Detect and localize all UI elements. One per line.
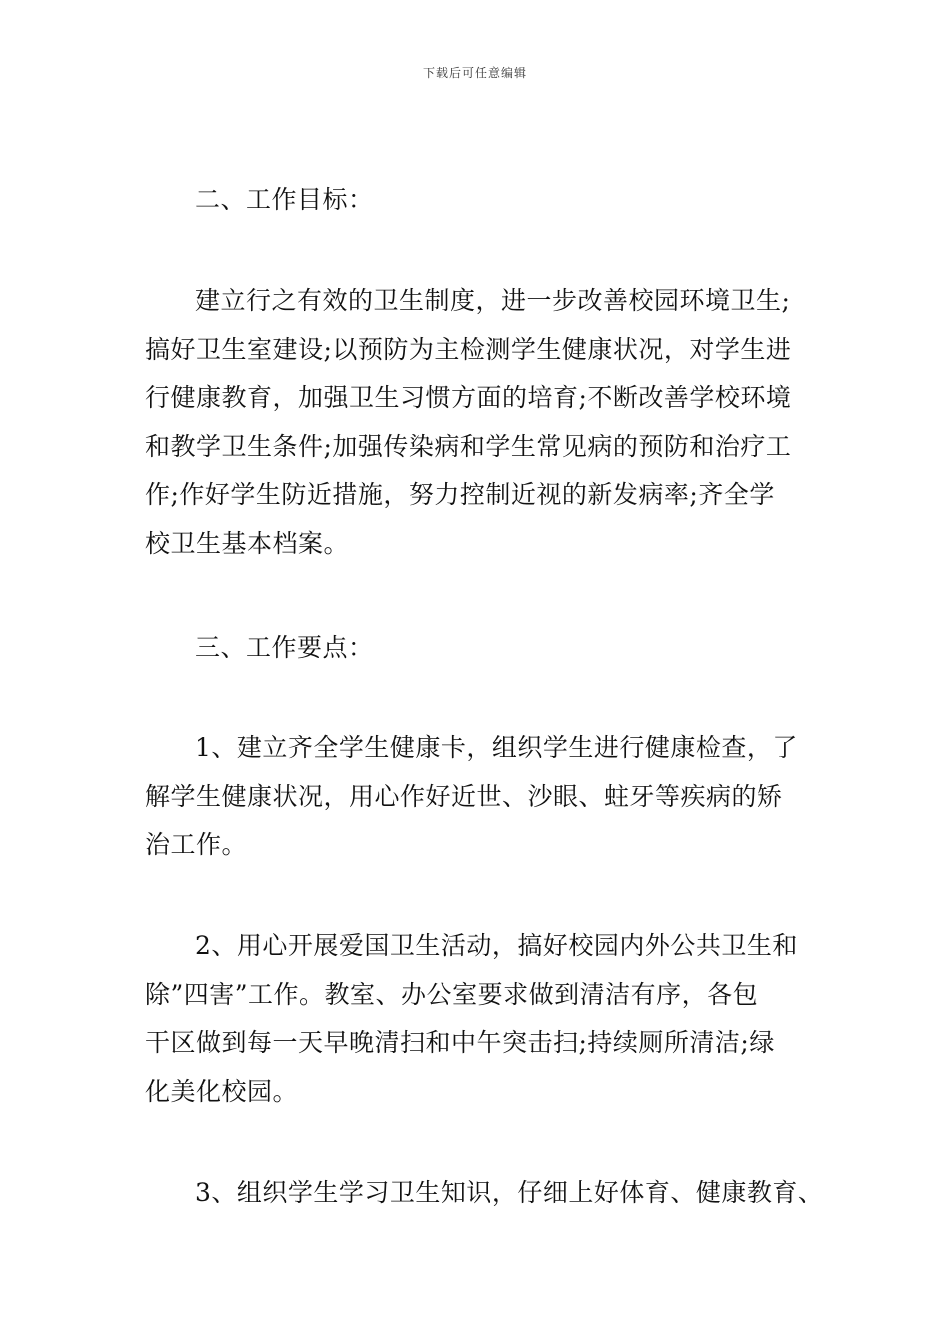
paragraph-line: 搞好卫生室建设;以预防为主检测学生健康状况，对学生进 [145, 334, 792, 364]
page-header-note: 下载后可任意编辑 [422, 66, 527, 80]
paragraph-line: 1、建立齐全学生健康卡，组织学生进行健康检查，了 [195, 733, 798, 762]
section-3-item-3 [145, 1169, 825, 1218]
paragraph-line: 治工作。 [145, 830, 248, 859]
section-2-heading [145, 176, 825, 225]
section-2-paragraph [145, 277, 825, 568]
paragraph-line: 化美化校园。 [145, 1076, 299, 1106]
section-3-item-2 [145, 922, 825, 1116]
paragraph-line: 解学生健康状况，用心作好近世、沙眼、蛀牙等疾病的矫 [145, 781, 783, 811]
section-heading: 三、工作要点： [195, 633, 374, 662]
paragraph-line: 行健康教育，加强卫生习惯方面的培育;不断改善学校环境 [145, 383, 792, 412]
paragraph-line: 和教学卫生条件;加强传染病和学生常见病的预防和治疗工 [145, 431, 792, 461]
paragraph-line: 2、用心开展爱国卫生活动，搞好校园内外公共卫生和 [195, 931, 798, 960]
paragraph-line: 干区做到每一天早晚清扫和中午突击扫;持续厕所清洁;绿 [145, 1028, 775, 1057]
section-3-item-1 [145, 724, 825, 870]
paragraph-line: 建立行之有效的卫生制度，进一步改善校园环境卫生; [195, 286, 791, 315]
paragraph-line: 除”四害”工作。教室、办公室要求做到清洁有序，各包 [145, 979, 759, 1009]
paragraph-line: 作;作好学生防近措施，努力控制近视的新发病率;齐全学 [145, 480, 775, 509]
section-heading: 二、工作目标： [195, 185, 374, 214]
section-3-heading [145, 624, 825, 673]
paragraph-line: 校卫生基本档案。 [145, 528, 350, 558]
paragraph-line: 3、组织学生学习卫生知识，仔细上好体育、健康教育、 [195, 1178, 824, 1207]
